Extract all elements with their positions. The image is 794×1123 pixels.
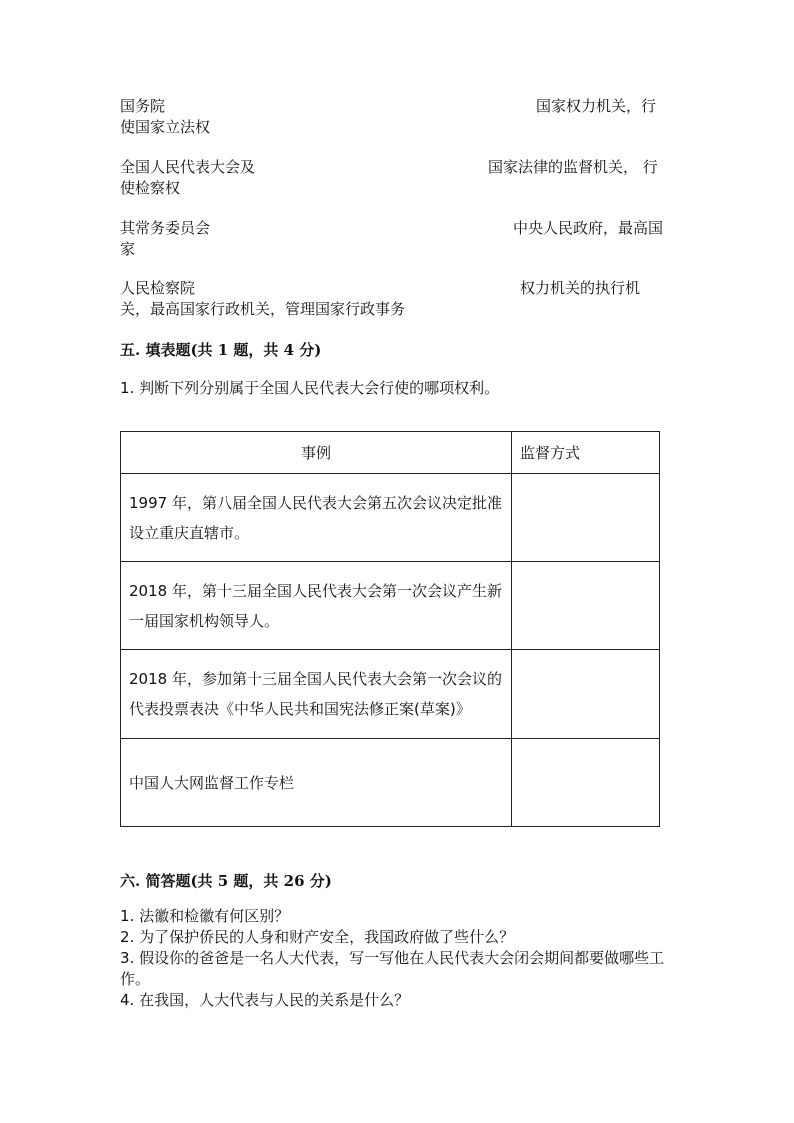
table-row <box>121 474 660 562</box>
table-row <box>121 739 660 827</box>
short-answer-question: 1. 法徽和检徽有何区别？ <box>120 907 290 925</box>
section6-title: 六. 简答题(共 5 题，共 26 分) <box>120 872 332 890</box>
matching-left-text: 国务院 <box>120 97 166 115</box>
section5-question: 1. 判断下列分别属于全国人民代表大会行使的哪项权利。 <box>120 379 500 397</box>
short-answer-question: 2. 为了保护侨民的人身和财产安全，我国政府做了些什么？ <box>120 928 515 946</box>
matching-item <box>120 218 680 260</box>
matching-left-text: 人民检察院 <box>120 279 196 297</box>
table-cell-method-blank[interactable] <box>512 739 660 827</box>
matching-item <box>120 157 680 199</box>
table-cell-event: 1997 年，第八届全国人民代表大会第五次会议决定批准设立重庆直辖市。 <box>121 474 512 562</box>
matching-right-text: 中央人民政府，最高国 <box>513 219 664 237</box>
matching-continuation-text: 关，最高国家行政机关，管理国家行政事务 <box>120 300 406 318</box>
table-cell-method-blank[interactable] <box>512 474 660 562</box>
matching-left-text: 全国人民代表大会及 <box>120 158 256 176</box>
short-answer-list <box>120 906 680 1011</box>
matching-right-text: 国家法律的监督机关， 行 <box>488 158 658 176</box>
matching-item <box>120 278 680 320</box>
matching-left-text: 其常务委员会 <box>120 219 211 237</box>
matching-continuation-text: 使国家立法权 <box>120 118 211 136</box>
short-answer-question: 3. 假设你的爸爸是一名人大代表，写一写他在人民代表大会闭会期间都要做哪些工作。 <box>120 949 665 988</box>
matching-continuation-text: 家 <box>120 240 136 258</box>
table-header-method: 监督方式 <box>512 432 660 474</box>
table-cell-method-blank[interactable] <box>512 650 660 739</box>
matching-right-text: 国家权力机关，行 <box>536 97 657 115</box>
table-cell-event: 2018 年，第十三届全国人民代表大会第一次会议产生新一届国家机构领导人。 <box>121 562 512 650</box>
table-row <box>121 562 660 650</box>
matching-continuation-text: 使检察权 <box>120 179 181 197</box>
table-row <box>121 650 660 739</box>
short-answer-question: 4. 在我国，人大代表与人民的关系是什么？ <box>120 991 410 1009</box>
table-header-event: 事例 <box>121 432 512 474</box>
table-cell-event: 2018 年，参加第十三届全国人民代表大会第一次会议的代表投票表决《中华人民共和国宪法修正案(草案)》 <box>121 650 512 739</box>
fill-table <box>120 431 660 827</box>
matching-item <box>120 96 680 138</box>
matching-right-text: 权力机关的执行机 <box>520 279 641 297</box>
table-header-row <box>121 432 660 474</box>
section5-title: 五. 填表题(共 1 题，共 4 分) <box>120 341 322 359</box>
table-cell-method-blank[interactable] <box>512 562 660 650</box>
table-cell-event: 中国人大网监督工作专栏 <box>121 739 512 827</box>
